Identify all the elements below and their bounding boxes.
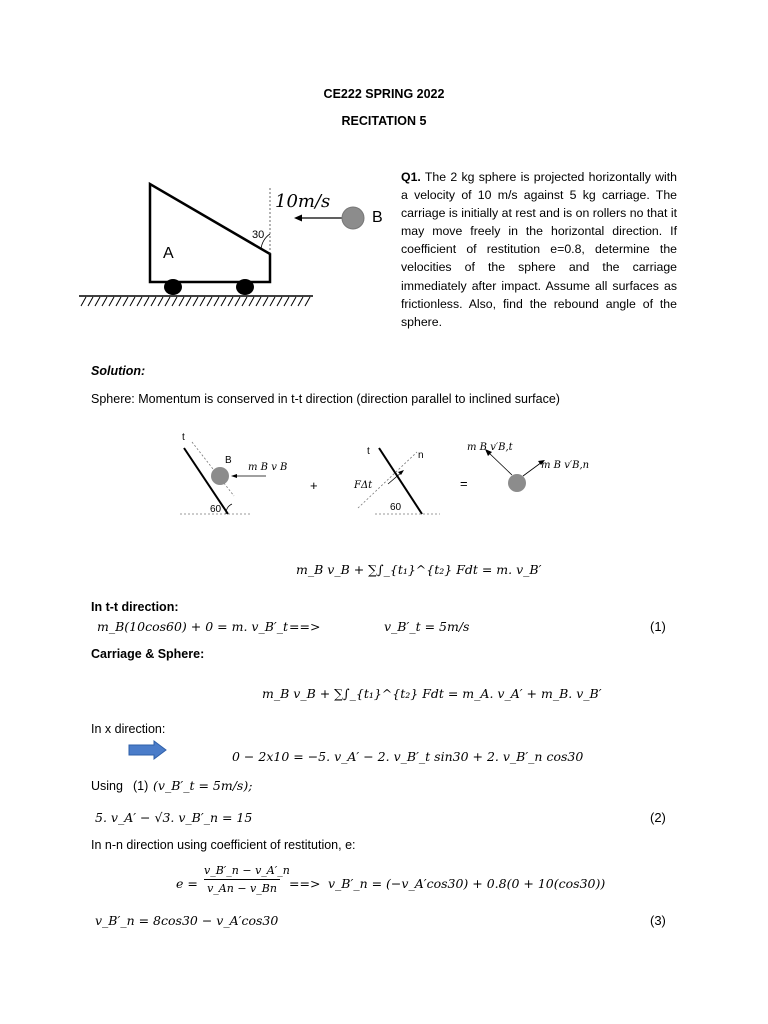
eq1-right: v_B′_t = 5m/s [384,619,470,634]
impulse-diagram [170,428,610,520]
impulse-equation: m_B v_B + ∑∫_{t₁}^{t₂} Fdt = m. v_B′ [296,562,542,577]
using-label: Using [91,779,123,793]
wheel-right [236,279,254,295]
out-t-label: m B v′B,t [467,442,513,453]
n-label: n [418,450,424,461]
eq2-number: (2) [650,810,666,825]
sphere-1 [211,467,229,485]
question-label: Q1. [401,170,421,184]
eq3: v_B′_n = 8cos30 − v_A′cos30 [95,913,279,928]
wheel-left [164,279,182,295]
using-equation: (v_B′_t = 5m/s); [153,778,253,793]
using-ref: (1) [133,779,149,793]
carriage-figure [76,170,396,310]
sphere-3 [508,474,526,492]
tt-heading: In t-t direction: [91,600,179,614]
nn-heading: In n-n direction using coefficient of restitution, e: [91,838,356,852]
b-label: B [225,455,232,466]
impulse-equation-2: m_B v_B + ∑∫_{t₁}^{t₂} Fdt = m_A. v_A′ + m_B. v_B′ [262,686,602,701]
cs-heading: Carriage & Sphere: [91,647,205,661]
eq-x-direction: 0 − 2x10 = −5. v_A′ − 2. v_B′_t sin30 + 2. v_B′_n cos30 [232,749,584,764]
label-b: B [372,209,383,226]
eq3-number: (3) [650,913,666,928]
fdt-label: FΔt [354,480,373,491]
eq-e-right: v_B′_n = (−v_A′cos30) + 0.8(0 + 10(cos30)) [328,876,606,891]
sphere-b [342,207,364,229]
velocity-label: 10m/s [275,191,331,212]
angle-60-2: 60 [390,502,402,513]
course-title: CE222 SPRING 2022 [323,87,445,101]
sphere-statement: Sphere: Momentum is conserved in t-t direction (direction parallel to inclined surface) [91,392,560,406]
fraction-denominator: v_An − v_Bn [207,882,277,895]
mbvb-label: m B v B [248,462,288,473]
eq1-arrow: ==> [289,619,321,634]
eq1-number: (1) [650,619,666,634]
ground-hatch [81,297,310,306]
recitation-title: RECITATION 5 [341,114,427,128]
equals-sign: = [460,476,468,491]
x-heading: In x direction: [91,722,166,736]
solution-heading: Solution: [91,364,146,378]
out-n-label: m B v′B,n [541,460,590,471]
eq-e-arrow: ==> [289,876,321,891]
question-body: The 2 kg sphere is projected horizontally with a velocity of 10 m/s against 5 kg carriage. The carriage is initially at rest and is on rollers no that it may move freely in the horizontal direction. If coefficient of restitution e=0.8, determine the velocities of the sphere and the carriage immediately after impact. Assume all surfaces as frictionless. Also, find the rebound angle of the sphere. [401,170,677,329]
x-direction-arrow-icon [128,740,168,760]
plus-sign: + [310,478,318,493]
t-label-1: t [182,432,185,443]
eq-e-lhs: e = [176,876,198,891]
angle-60-1: 60 [210,504,222,515]
fraction-numerator: v_B′_n − v_A′_n [204,864,290,877]
eq1-left: m_B(10cos60) + 0 = m. v_B′_t [97,619,288,634]
restitution-fraction [204,864,290,895]
t-label-2: t [367,446,370,457]
eq2: 5. v_A′ − √3. v_B′_n = 15 [95,810,253,825]
angle-label: 30 [252,229,265,241]
label-a: A [163,245,174,262]
question-text [401,168,677,331]
